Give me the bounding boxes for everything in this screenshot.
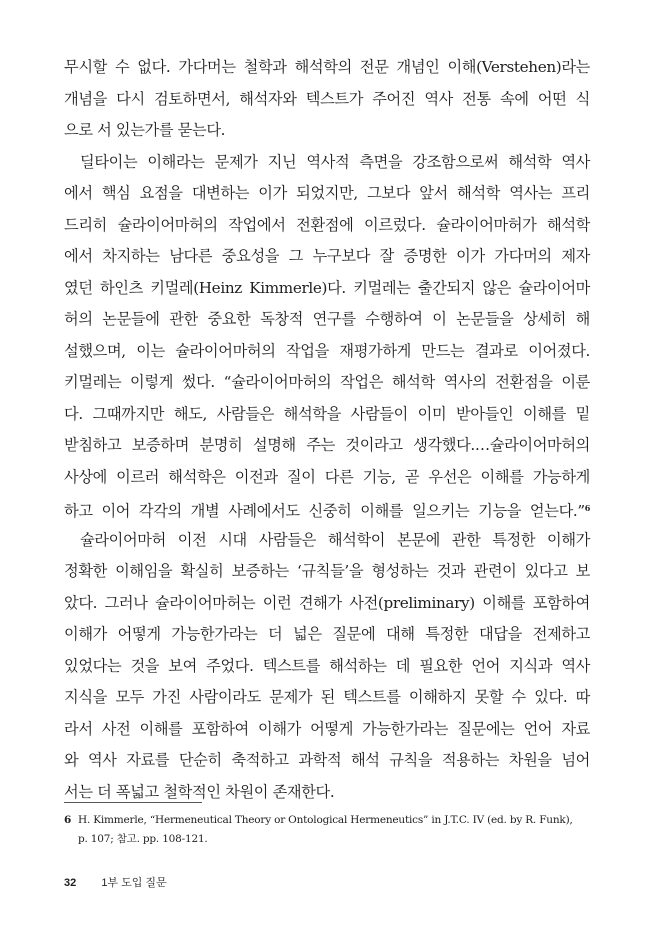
text-line: 으로 서 있는가를 묻는다. — [64, 121, 226, 139]
text-line: 와 역사 자료를 단순히 축적하고 과학적 해석 규칙을 적용하는 차원을 넘어 — [64, 751, 590, 769]
text-line: 았다. 그러나 슐라이어마허는 이런 견해가 사전(preliminary) 이해를 포함하여 — [64, 593, 590, 612]
text-line: 받침하고 보증하며 분명히 설명해 주는 것이라고 생각했다.…슐라이어마허의 — [64, 436, 590, 454]
footnote-text-continued: p. 107; 참고. pp. 108-121. — [78, 833, 208, 845]
footnote — [64, 811, 590, 849]
text-line: 사상에 이르러 해석학은 이전과 질이 다른 기능, 곧 우선은 이해를 가능하게 — [64, 467, 590, 486]
text-line-with-footnote — [64, 493, 590, 525]
text-line: 에서 핵심 요점을 대변하는 이가 되었지만, 그보다 앞서 해석학 역사는 프리 — [64, 184, 590, 202]
text-line: 허의 논문들에 관한 중요한 독창적 연구를 수행하여 이 논문들을 상세히 해 — [64, 310, 590, 328]
footnote-number: 6 — [64, 814, 72, 826]
text-line: 지식을 모두 가진 사람이라도 문제가 된 텍스트를 이해하지 못할 수 있다. 따 — [64, 688, 590, 706]
body-text — [64, 52, 590, 808]
footnote-divider — [64, 802, 202, 803]
text-line: 라서 사전 이해를 포함하여 이해가 어떻게 가능한가라는 질문에는 언어 자료 — [64, 719, 590, 738]
footnote-ref[interactable]: 6 — [584, 503, 590, 513]
page-footer — [64, 874, 167, 890]
text-line: 에서 차지하는 남다른 중요성을 그 누구보다 잘 증명한 이가 가다머의 제자 — [64, 247, 590, 265]
text-line: 였던 하인츠 키멀레(Heinz Kimmerle)다. 키멀레는 출간되지 않은 슐라이어마 — [64, 278, 590, 297]
footnote-line — [64, 811, 590, 830]
section-title: 1부 도입 질문 — [101, 877, 167, 889]
text-line: 서는 더 폭넓고 철학적인 차원이 존재한다. — [64, 782, 335, 801]
text-line: 딜타이는 이해라는 문제가 지닌 역사적 측면을 강조함으로써 해석학 역사 — [80, 152, 590, 171]
text-line: 이해가 어떻게 가능한가라는 더 넓은 질문에 대해 특정한 대답을 전제하고 — [64, 625, 590, 643]
text-line: 설했으며, 이는 슐라이어마허의 작업을 재평가하게 만드는 결과로 이어졌다. — [64, 341, 590, 360]
text-line: 정확한 이해임을 확실히 보증하는 ‘규칙들’을 형성하는 것과 관련이 있다고 보 — [64, 562, 590, 580]
text-line: 하고 이어 각각의 개별 사례에서도 신중히 이해를 일으키는 기능을 얻는다.” — [64, 502, 585, 520]
text-line: 슐라이어마허 이전 시대 사람들은 해석학이 본문에 관한 특정한 이해가 — [80, 530, 590, 549]
text-line: 있었다는 것을 보여 주었다. 텍스트를 해석하는 데 필요한 언어 지식과 역사 — [64, 656, 590, 675]
text-line: 개념을 다시 검토하면서, 해석자와 텍스트가 주어진 역사 전통 속에 어떤 식 — [64, 89, 590, 108]
text-line: 다. 그때까지만 해도, 사람들은 해석학을 사람들이 이미 받아들인 이해를 밑 — [64, 404, 590, 423]
footnote-text: H. Kimmerle, “Hermeneutical Theory or Ontological Hermeneutics” in J.T.C. IV (ed. by R. Funk), — [78, 814, 573, 826]
text-line: 키멀레는 이렇게 썼다. “슐라이어마허의 작업은 해석학 역사의 전환점을 이룬 — [64, 373, 590, 391]
text-line: 무시할 수 없다. 가다머는 철학과 해석학의 전문 개념인 이해(Verstehen)라는 — [64, 58, 590, 76]
page-number: 32 — [64, 877, 77, 889]
text-line: 드리히 슐라이어마허의 작업에서 전환점에 이르렀다. 슐라이어마허가 해석학 — [64, 215, 590, 234]
